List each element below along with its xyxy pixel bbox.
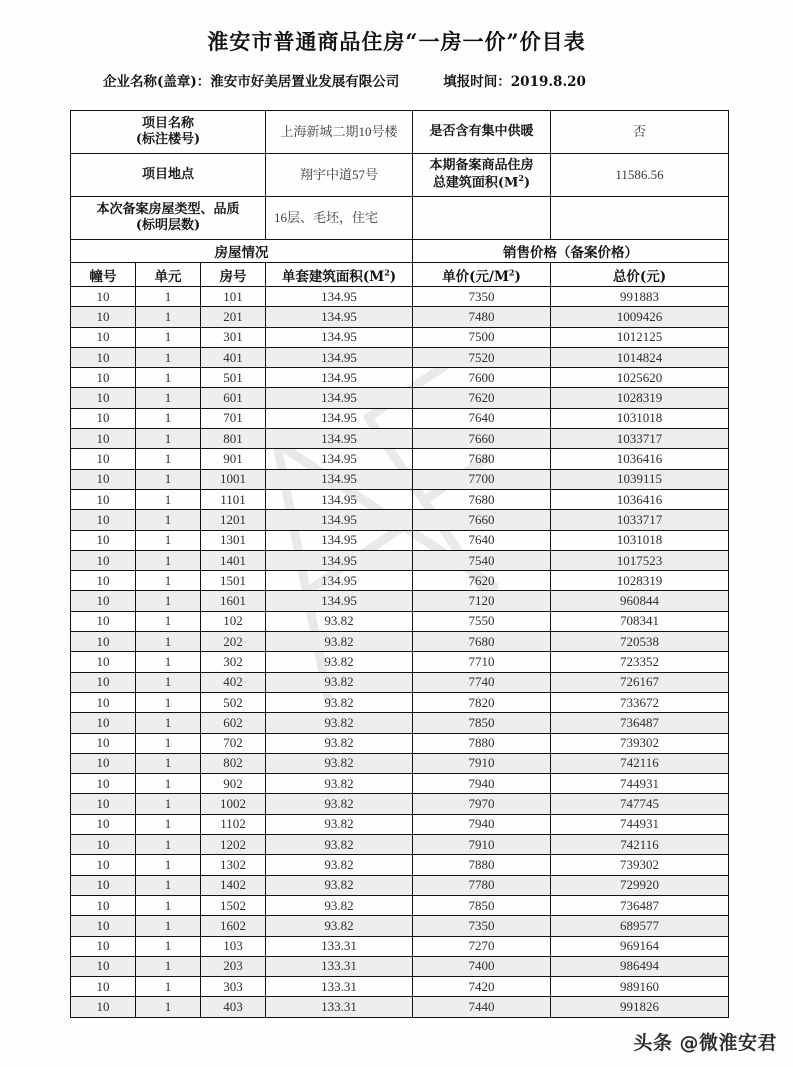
cell-total-price: 1033717: [551, 429, 729, 449]
cell-room: 303: [201, 977, 266, 997]
cell-room: 802: [201, 753, 266, 773]
cell-total-price: 708341: [551, 611, 729, 631]
cell-total-price: 742116: [551, 835, 729, 855]
cell-building: 10: [71, 875, 136, 895]
cell-total-price: 1012125: [551, 327, 729, 347]
cell-unit-price: 7120: [413, 591, 551, 611]
cell-room: 902: [201, 774, 266, 794]
cell-room: 1102: [201, 814, 266, 834]
cell-building: 10: [71, 591, 136, 611]
cell-total-price: 1033717: [551, 510, 729, 530]
cell-room: 801: [201, 429, 266, 449]
column-header-total-price: 总价(元): [551, 263, 729, 287]
cell-building: 10: [71, 510, 136, 530]
cell-total-price: 1031018: [551, 408, 729, 428]
cell-area: 93.82: [266, 611, 413, 631]
cell-total-price: 991883: [551, 287, 729, 307]
cell-unit: 1: [136, 327, 201, 347]
cell-total-price: 1009426: [551, 307, 729, 327]
cell-area: 93.82: [266, 652, 413, 672]
project-name-value: 上海新城二期10号楼: [266, 111, 413, 154]
cell-total-price: 744931: [551, 774, 729, 794]
cell-total-price: 736487: [551, 895, 729, 915]
table-row: [71, 469, 729, 489]
cell-total-price: 1036416: [551, 449, 729, 469]
footer-brand: 头条 @微淮安君: [633, 1032, 777, 1054]
cell-room: 1301: [201, 530, 266, 550]
cell-unit-price: 7710: [413, 652, 551, 672]
cell-building: 10: [71, 713, 136, 733]
cell-unit: 1: [136, 550, 201, 570]
cell-building: 10: [71, 307, 136, 327]
cell-unit: 1: [136, 429, 201, 449]
table-row: [71, 388, 729, 408]
cell-room: 401: [201, 347, 266, 367]
cell-unit: 1: [136, 408, 201, 428]
company-name-label: 企业名称(盖章)：淮安市好美居置业发展有限公司: [103, 74, 400, 90]
cell-unit-price: 7910: [413, 835, 551, 855]
cell-building: 10: [71, 530, 136, 550]
location-label: 项目地点: [71, 154, 266, 197]
cell-unit-price: 7520: [413, 347, 551, 367]
cell-area: 134.95: [266, 408, 413, 428]
table-row: [71, 632, 729, 652]
cell-room: 1001: [201, 469, 266, 489]
cell-unit: 1: [136, 733, 201, 753]
cell-total-price: 689577: [551, 916, 729, 936]
table-group-header-row: [71, 240, 729, 263]
cell-room: 602: [201, 713, 266, 733]
info-row-house-type: [71, 197, 729, 240]
cell-unit: 1: [136, 591, 201, 611]
cell-building: 10: [71, 632, 136, 652]
table-row: [71, 835, 729, 855]
cell-total-price: 1031018: [551, 530, 729, 550]
cell-unit-price: 7850: [413, 713, 551, 733]
cell-unit-price: 7700: [413, 469, 551, 489]
cell-unit-price: 7350: [413, 287, 551, 307]
cell-building: 10: [71, 327, 136, 347]
cell-building: 10: [71, 692, 136, 712]
cell-room: 901: [201, 449, 266, 469]
heating-label: 是否含有集中供暖: [413, 111, 551, 154]
cell-area: 133.31: [266, 977, 413, 997]
cell-room: 301: [201, 327, 266, 347]
cell-unit: 1: [136, 875, 201, 895]
cell-unit-price: 7420: [413, 977, 551, 997]
cell-unit-price: 7640: [413, 530, 551, 550]
table-row: [71, 489, 729, 509]
cell-room: 203: [201, 956, 266, 976]
cell-total-price: 960844: [551, 591, 729, 611]
cell-unit-price: 7540: [413, 550, 551, 570]
cell-building: 10: [71, 753, 136, 773]
cell-room: 1002: [201, 794, 266, 814]
cell-unit: 1: [136, 895, 201, 915]
cell-room: 101: [201, 287, 266, 307]
house-type-value: 16层、毛坯，住宅: [266, 197, 413, 240]
cell-building: 10: [71, 774, 136, 794]
info-row-project-name: [71, 111, 729, 154]
cell-area: 93.82: [266, 692, 413, 712]
table-row: [71, 307, 729, 327]
cell-unit: 1: [136, 469, 201, 489]
house-type-empty-value: [551, 197, 729, 240]
cell-total-price: 723352: [551, 652, 729, 672]
cell-total-price: 986494: [551, 956, 729, 976]
cell-unit-price: 7940: [413, 774, 551, 794]
cell-unit-price: 7440: [413, 997, 551, 1017]
cell-unit: 1: [136, 692, 201, 712]
cell-total-price: 729920: [551, 875, 729, 895]
cell-unit: 1: [136, 571, 201, 591]
cell-total-price: 747745: [551, 794, 729, 814]
table-row: [71, 287, 729, 307]
cell-area: 134.95: [266, 347, 413, 367]
cell-unit-price: 7680: [413, 449, 551, 469]
table-row: [71, 875, 729, 895]
table-row: [71, 977, 729, 997]
table-row: [71, 774, 729, 794]
cell-building: 10: [71, 835, 136, 855]
cell-unit: 1: [136, 388, 201, 408]
cell-total-price: 720538: [551, 632, 729, 652]
cell-unit: 1: [136, 753, 201, 773]
cell-building: 10: [71, 733, 136, 753]
cell-total-price: 739302: [551, 855, 729, 875]
cell-total-price: 744931: [551, 814, 729, 834]
cell-total-price: 742116: [551, 753, 729, 773]
cell-building: 10: [71, 652, 136, 672]
house-type-label: 本次备案房屋类型、品质 (标明层数): [71, 197, 266, 240]
cell-total-price: 1025620: [551, 368, 729, 388]
cell-unit-price: 7400: [413, 956, 551, 976]
cell-unit: 1: [136, 977, 201, 997]
table-row: [71, 530, 729, 550]
house-type-empty-label: [413, 197, 551, 240]
cell-building: 10: [71, 956, 136, 976]
cell-building: 10: [71, 347, 136, 367]
cell-building: 10: [71, 287, 136, 307]
cell-building: 10: [71, 388, 136, 408]
cell-area: 93.82: [266, 672, 413, 692]
cell-room: 102: [201, 611, 266, 631]
cell-room: 502: [201, 692, 266, 712]
cell-area: 93.82: [266, 814, 413, 834]
cell-unit-price: 7480: [413, 307, 551, 327]
cell-area: 93.82: [266, 794, 413, 814]
project-name-label: 项目名称 (标注楼号): [71, 111, 266, 154]
cell-area: 93.82: [266, 855, 413, 875]
cell-unit: 1: [136, 489, 201, 509]
cell-total-price: 726167: [551, 672, 729, 692]
cell-area: 134.95: [266, 469, 413, 489]
cell-unit: 1: [136, 652, 201, 672]
cell-room: 1302: [201, 855, 266, 875]
cell-area: 134.95: [266, 287, 413, 307]
cell-unit-price: 7660: [413, 429, 551, 449]
cell-area: 134.95: [266, 327, 413, 347]
cell-room: 302: [201, 652, 266, 672]
cell-room: 103: [201, 936, 266, 956]
cell-unit: 1: [136, 368, 201, 388]
cell-area: 134.95: [266, 571, 413, 591]
cell-total-price: 991826: [551, 997, 729, 1017]
table-row: [71, 611, 729, 631]
cell-building: 10: [71, 814, 136, 834]
cell-building: 10: [71, 429, 136, 449]
total-area-label: 本期备案商品住房 总建筑面积$(M^2)$: [413, 154, 551, 197]
cell-building: 10: [71, 571, 136, 591]
cell-room: 601: [201, 388, 266, 408]
cell-room: 1101: [201, 489, 266, 509]
cell-building: 10: [71, 936, 136, 956]
cell-unit: 1: [136, 774, 201, 794]
cell-area: 134.95: [266, 550, 413, 570]
table-row: [71, 956, 729, 976]
grid-table: [70, 110, 729, 1018]
cell-area: 133.31: [266, 997, 413, 1017]
cell-unit-price: 7740: [413, 672, 551, 692]
cell-room: 1201: [201, 510, 266, 530]
cell-building: 10: [71, 895, 136, 915]
cell-total-price: 989160: [551, 977, 729, 997]
info-row-location: [71, 154, 729, 197]
table-row: [71, 713, 729, 733]
cell-area: 93.82: [266, 632, 413, 652]
cell-room: 702: [201, 733, 266, 753]
cell-unit-price: 7880: [413, 733, 551, 753]
cell-building: 10: [71, 368, 136, 388]
table-row: [71, 753, 729, 773]
cell-unit-price: 7780: [413, 875, 551, 895]
table-row: [71, 449, 729, 469]
cell-building: 10: [71, 672, 136, 692]
cell-total-price: 1017523: [551, 550, 729, 570]
cell-total-price: 739302: [551, 733, 729, 753]
table-column-header-row: [71, 263, 729, 287]
location-value: 翔宇中道57号: [266, 154, 413, 197]
table-body: [71, 287, 729, 1018]
cell-unit: 1: [136, 672, 201, 692]
cell-unit-price: 7910: [413, 753, 551, 773]
cell-area: 93.82: [266, 733, 413, 753]
table-row: [71, 652, 729, 672]
cell-room: 1402: [201, 875, 266, 895]
cell-area: 93.82: [266, 753, 413, 773]
cell-building: 10: [71, 489, 136, 509]
cell-room: 1601: [201, 591, 266, 611]
table-row: [71, 672, 729, 692]
cell-building: 10: [71, 408, 136, 428]
group-header-house-info: 房屋情况: [71, 240, 413, 263]
column-header-unit-price: 单价(元$/M^2$): [413, 263, 551, 287]
cell-room: 403: [201, 997, 266, 1017]
cell-unit-price: 7500: [413, 327, 551, 347]
cell-area: 134.95: [266, 388, 413, 408]
table-row: [71, 794, 729, 814]
total-area-value: 11586.56: [551, 154, 729, 197]
cell-unit: 1: [136, 287, 201, 307]
cell-building: 10: [71, 855, 136, 875]
table-row: [71, 368, 729, 388]
cell-unit-price: 7880: [413, 855, 551, 875]
table-row: [71, 916, 729, 936]
cell-room: 1502: [201, 895, 266, 915]
cell-area: 93.82: [266, 916, 413, 936]
table-row: [71, 936, 729, 956]
cell-area: 93.82: [266, 713, 413, 733]
cell-unit: 1: [136, 449, 201, 469]
cell-unit: 1: [136, 510, 201, 530]
cell-area: 93.82: [266, 835, 413, 855]
cell-unit-price: 7270: [413, 936, 551, 956]
cell-building: 10: [71, 449, 136, 469]
cell-total-price: 1028319: [551, 388, 729, 408]
cell-building: 10: [71, 611, 136, 631]
cell-area: 93.82: [266, 774, 413, 794]
cell-area: 134.95: [266, 368, 413, 388]
cell-area: 134.95: [266, 449, 413, 469]
cell-unit: 1: [136, 794, 201, 814]
cell-unit-price: 7350: [413, 916, 551, 936]
column-header-unit: 单元: [136, 263, 201, 287]
heating-value: 否: [551, 111, 729, 154]
report-date-label: 填报时间：2019.8.20: [443, 74, 586, 90]
column-header-building: 幢号: [71, 263, 136, 287]
cell-total-price: 969164: [551, 936, 729, 956]
table-row: [71, 550, 729, 570]
cell-total-price: 1039115: [551, 469, 729, 489]
cell-unit-price: 7600: [413, 368, 551, 388]
cell-room: 501: [201, 368, 266, 388]
table-row: [71, 895, 729, 915]
table-row: [71, 997, 729, 1017]
cell-area: 133.31: [266, 936, 413, 956]
cell-unit: 1: [136, 347, 201, 367]
document-meta: [0, 56, 793, 96]
cell-building: 10: [71, 794, 136, 814]
cell-room: 402: [201, 672, 266, 692]
cell-area: 134.95: [266, 489, 413, 509]
cell-building: 10: [71, 550, 136, 570]
cell-unit: 1: [136, 307, 201, 327]
cell-unit-price: 7660: [413, 510, 551, 530]
cell-unit: 1: [136, 632, 201, 652]
cell-unit: 1: [136, 530, 201, 550]
cell-room: 1602: [201, 916, 266, 936]
cell-area: 134.95: [266, 510, 413, 530]
table-row: [71, 855, 729, 875]
cell-area: 134.95: [266, 429, 413, 449]
cell-room: 1202: [201, 835, 266, 855]
cell-area: 134.95: [266, 307, 413, 327]
cell-unit: 1: [136, 835, 201, 855]
cell-unit-price: 7940: [413, 814, 551, 834]
cell-total-price: 1036416: [551, 489, 729, 509]
cell-total-price: 733672: [551, 692, 729, 712]
cell-area: 93.82: [266, 875, 413, 895]
column-header-room: 房号: [201, 263, 266, 287]
table-row: [71, 510, 729, 530]
cell-unit: 1: [136, 936, 201, 956]
cell-total-price: 736487: [551, 713, 729, 733]
cell-room: 202: [201, 632, 266, 652]
table-row: [71, 327, 729, 347]
cell-total-price: 1014824: [551, 347, 729, 367]
cell-building: 10: [71, 997, 136, 1017]
cell-unit-price: 7850: [413, 895, 551, 915]
cell-building: 10: [71, 916, 136, 936]
cell-unit: 1: [136, 916, 201, 936]
cell-unit-price: 7640: [413, 408, 551, 428]
cell-building: 10: [71, 977, 136, 997]
cell-unit: 1: [136, 611, 201, 631]
cell-area: 133.31: [266, 956, 413, 976]
cell-unit-price: 7550: [413, 611, 551, 631]
page-title: 淮安市普通商品住房“一房一价”价目表: [207, 29, 586, 54]
column-header-area: 单套建筑面积$(M^2)$: [266, 263, 413, 287]
cell-unit: 1: [136, 855, 201, 875]
table-row: [71, 571, 729, 591]
cell-unit-price: 7620: [413, 571, 551, 591]
cell-building: 10: [71, 469, 136, 489]
cell-room: 201: [201, 307, 266, 327]
table-row: [71, 347, 729, 367]
cell-unit: 1: [136, 713, 201, 733]
cell-unit-price: 7680: [413, 632, 551, 652]
table-row: [71, 408, 729, 428]
group-header-sale-price: 销售价格（备案价格）: [413, 240, 729, 263]
cell-unit-price: 7970: [413, 794, 551, 814]
cell-unit-price: 7820: [413, 692, 551, 712]
table-row: [71, 814, 729, 834]
cell-area: 134.95: [266, 530, 413, 550]
cell-unit: 1: [136, 956, 201, 976]
cell-total-price: 1028319: [551, 571, 729, 591]
table-row: [71, 692, 729, 712]
cell-unit: 1: [136, 814, 201, 834]
cell-area: 93.82: [266, 895, 413, 915]
cell-room: 1401: [201, 550, 266, 570]
table-row: [71, 429, 729, 449]
table-row: [71, 591, 729, 611]
cell-unit: 1: [136, 997, 201, 1017]
cell-area: 134.95: [266, 591, 413, 611]
cell-unit-price: 7680: [413, 489, 551, 509]
price-list-table: [70, 110, 728, 1018]
table-row: [71, 733, 729, 753]
cell-room: 1501: [201, 571, 266, 591]
cell-room: 701: [201, 408, 266, 428]
cell-unit-price: 7620: [413, 388, 551, 408]
